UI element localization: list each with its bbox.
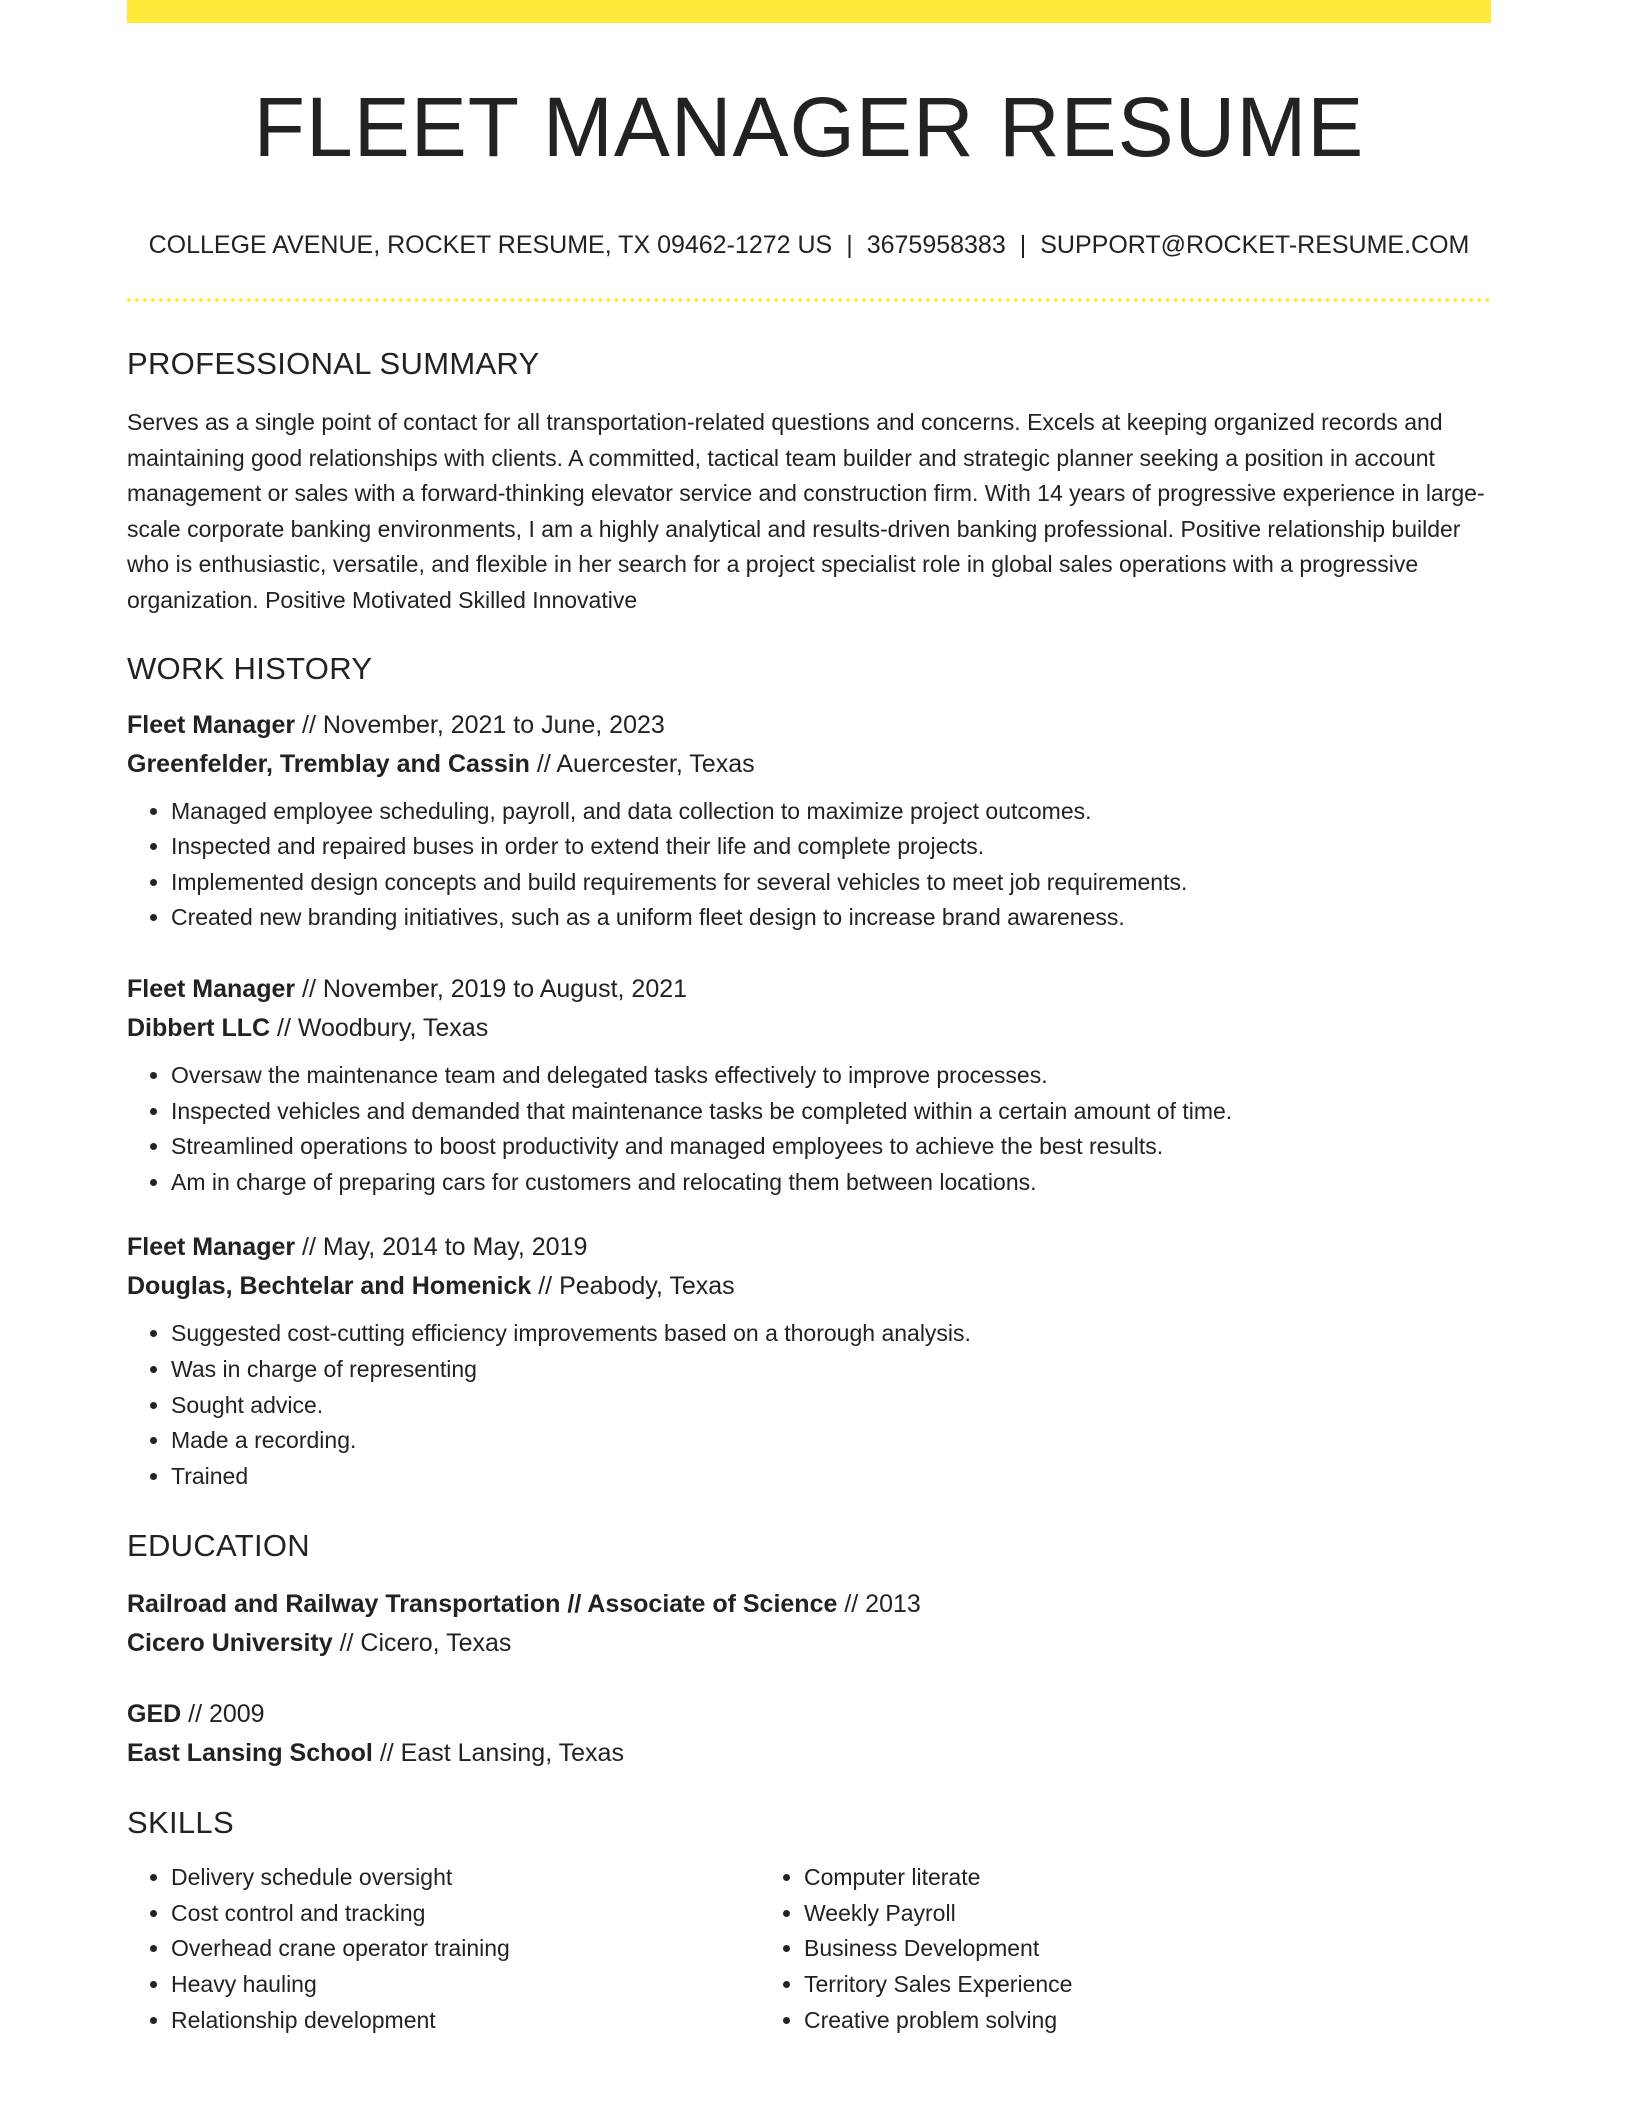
skill-item: • Computer literate bbox=[804, 1860, 1455, 1896]
work-history-heading: WORK HISTORY bbox=[127, 650, 373, 686]
job-bullet: • Sought advice. bbox=[171, 1388, 1491, 1424]
job-company-line bbox=[127, 1009, 1491, 1048]
job-bullet: • Streamlined operations to boost productivity and managed employees to achieve the best results. bbox=[171, 1129, 1491, 1165]
skills-heading: SKILLS bbox=[127, 1805, 234, 1841]
job-location: // Woodbury, Texas bbox=[270, 1013, 489, 1042]
job-bullet: • Suggested cost-cutting efficiency improvements based on a thorough analysis. bbox=[171, 1316, 1491, 1352]
job-dates: // May, 2014 to May, 2019 bbox=[295, 1233, 588, 1262]
job-title-line bbox=[127, 706, 1491, 745]
education-degree-line bbox=[127, 1695, 1491, 1734]
job-bullet: • Inspected vehicles and demanded that maintenance tasks be completed within a certain amount of time. bbox=[171, 1094, 1491, 1130]
job-company: Dibbert LLC bbox=[127, 1013, 271, 1042]
contact-phone: 3675958383 bbox=[866, 231, 1006, 259]
job-company: Douglas, Bechtelar and Homenick bbox=[127, 1272, 532, 1301]
job-entry bbox=[127, 970, 1491, 1200]
job-bullet: • Am in charge of preparing cars for customers and relocating them between locations. bbox=[171, 1165, 1491, 1201]
job-company-line bbox=[127, 745, 1491, 784]
job-company: Greenfelder, Tremblay and Cassin bbox=[127, 749, 530, 778]
contact-separator: | bbox=[1019, 231, 1027, 259]
education-degree: GED bbox=[127, 1700, 182, 1729]
skill-item: • Weekly Payroll bbox=[804, 1896, 1455, 1932]
job-bullet: • Created new branding initiatives, such as a uniform fleet design to increase brand awareness. bbox=[171, 900, 1491, 936]
education-location: // Cicero, Texas bbox=[332, 1629, 512, 1658]
education-entry bbox=[127, 1585, 1491, 1663]
job-bullet: • Inspected and repaired buses in order to extend their life and complete projects. bbox=[171, 829, 1491, 865]
education-heading: EDUCATION bbox=[127, 1528, 310, 1564]
job-company-line bbox=[127, 1267, 1491, 1306]
education-school: Cicero University bbox=[127, 1629, 333, 1658]
job-bullets bbox=[127, 1058, 1491, 1200]
skill-item: • Creative problem solving bbox=[804, 2003, 1455, 2039]
education-school: East Lansing School bbox=[127, 1739, 373, 1768]
skill-item: • Territory Sales Experience bbox=[804, 1967, 1455, 2003]
resume-title: FLEET MANAGER RESUME bbox=[253, 80, 1365, 174]
job-title: Fleet Manager bbox=[127, 1233, 296, 1262]
education-degree: Railroad and Railway Transportation // Associate of Science bbox=[127, 1590, 838, 1619]
skills-column-left bbox=[127, 1860, 755, 2038]
education-year: // 2009 bbox=[181, 1700, 265, 1729]
job-bullet: • Trained bbox=[171, 1459, 1491, 1495]
contact-separator: | bbox=[846, 231, 853, 259]
contact-line bbox=[127, 233, 1491, 258]
education-degree-line bbox=[127, 1585, 1491, 1624]
skill-item: • Cost control and tracking bbox=[171, 1896, 755, 1932]
job-bullet: • Managed employee scheduling, payroll, and data collection to maximize project outcomes. bbox=[171, 794, 1491, 830]
skills-column-right bbox=[755, 1860, 1455, 2038]
skill-item: • Relationship development bbox=[171, 2003, 755, 2039]
contact-address: COLLEGE AVENUE, ROCKET RESUME, TX 09462-1272 US bbox=[148, 231, 833, 259]
job-title: Fleet Manager bbox=[127, 974, 296, 1003]
skills-list bbox=[127, 1860, 1491, 2038]
job-bullet: • Was in charge of representing bbox=[171, 1352, 1491, 1388]
summary-heading: PROFESSIONAL SUMMARY bbox=[127, 346, 540, 381]
job-location: // Peabody, Texas bbox=[531, 1272, 735, 1301]
education-entry bbox=[127, 1695, 1491, 1773]
job-bullets bbox=[127, 1316, 1491, 1494]
education-school-line bbox=[127, 1624, 1491, 1663]
job-bullet: • Implemented design concepts and build requirements for several vehicles to meet job requirements. bbox=[171, 865, 1491, 901]
education-location: // East Lansing, Texas bbox=[372, 1739, 624, 1768]
accent-bar bbox=[127, 0, 1491, 23]
job-dates: // November, 2019 to August, 2021 bbox=[295, 974, 688, 1003]
job-bullet: • Oversaw the maintenance team and delegated tasks effectively to improve processes. bbox=[171, 1058, 1491, 1094]
job-title-line bbox=[127, 970, 1491, 1009]
dotted-divider bbox=[127, 298, 1491, 302]
contact-email: SUPPORT@ROCKET-RESUME.COM bbox=[1040, 231, 1470, 259]
job-location: // Auercester, Texas bbox=[529, 749, 755, 778]
job-bullet: • Made a recording. bbox=[171, 1423, 1491, 1459]
job-title: Fleet Manager bbox=[127, 710, 296, 739]
job-entry bbox=[127, 1228, 1491, 1494]
summary-text: Serves as a single point of contact for all transportation-related questions and concerns. Excels at keeping organized records and maintaining good relationships with clients. A committed, tactical team builder and strategic planner seeking a position in account management or sales with a forward-thinking elevator service and construction firm. With 14 years of progressive experience in large-scale corporate banking environments, I am a highly analytical and results-driven banking professional. Positive relationship builder who is enthusiastic, versatile, and flexible in her search for a project specialist role in global sales operations with a progressive organization. Positive Motivated Skilled Innovative bbox=[127, 409, 1485, 613]
job-entry bbox=[127, 706, 1491, 936]
job-bullets bbox=[127, 794, 1491, 936]
job-title-line bbox=[127, 1228, 1491, 1267]
job-dates: // November, 2021 to June, 2023 bbox=[295, 710, 665, 739]
education-year: // 2013 bbox=[837, 1590, 921, 1619]
education-school-line bbox=[127, 1734, 1491, 1773]
resume-page bbox=[127, 0, 1491, 2038]
skill-item: • Heavy hauling bbox=[171, 1967, 755, 2003]
skill-item: • Overhead crane operator training bbox=[171, 1931, 755, 1967]
skill-item: • Delivery schedule oversight bbox=[171, 1860, 755, 1896]
skill-item: • Business Development bbox=[804, 1931, 1455, 1967]
